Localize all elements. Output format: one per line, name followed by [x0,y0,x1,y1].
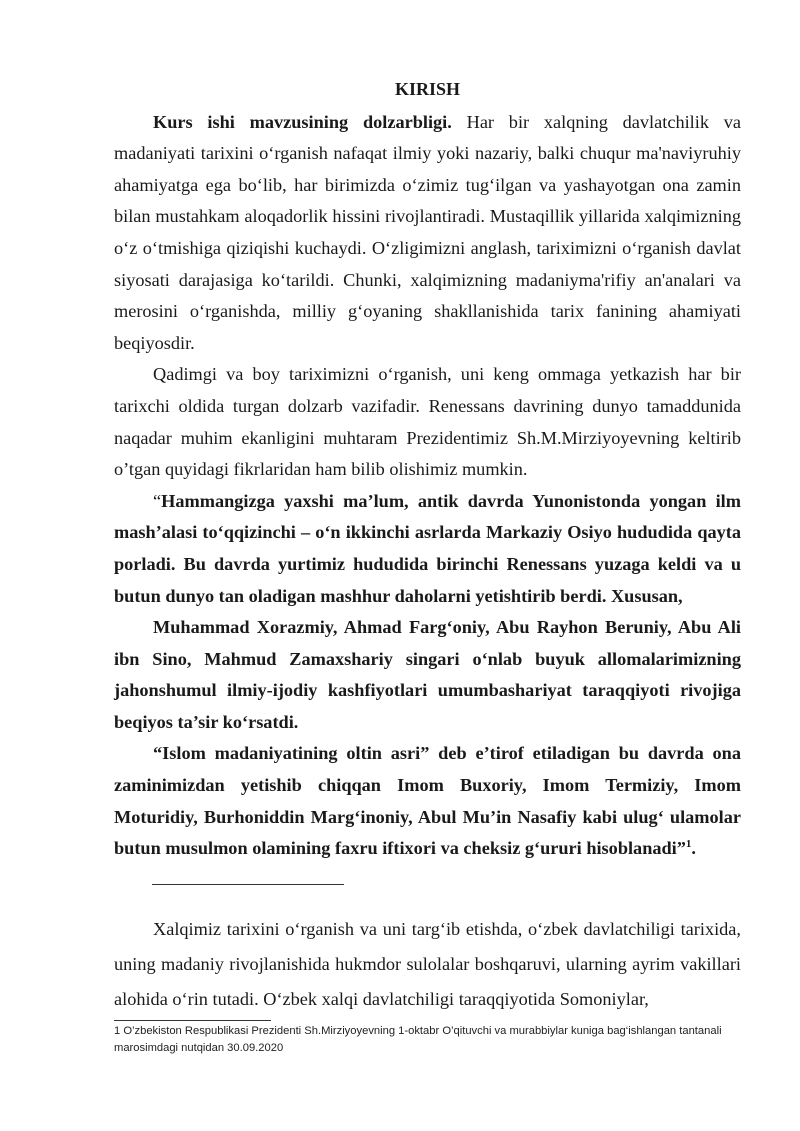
footnote: 1 O’zbekiston Respublikasi Prezidenti Sh.Mirziyoyevning 1-oktabr O’qituvchi va murabbiylar kuniga bag‘ishlangan tantanali marosimdagi nutqidan 30.09.2020 [114,1025,722,1054]
quote-paragraph-2: Muhammad Xorazmiy, Ahmad Farg‘oniy, Abu Rayhon Beruniy, Abu Ali ibn Sino, Mahmud Zamaxshariy singari o‘nlab buyuk allomalarimizning jahonshumul ilmiy-ijodiy kashfiyotlari umumbashariyat taraqqiyoti rivojiga beqiyos ta’sir ko‘rsatdi. [114,617,741,732]
quote-paragraph-3 [114,738,741,864]
quote-paragraph-1 [114,486,741,612]
renaissance-paragraph: Qadimgi va boy tariximizni o‘rganish, uni keng ommaga yetkazish har bir tarixchi oldida turgan dolzarb vazifadir. Renessans davrining dunyo tamaddunida naqadar muhim ekanligini muhtaram Prezidentimiz Sh.M.Mirziyoyevning keltirib o’tgan quyidagi fikrlaridan ham bilib olishimiz mumkin. [114,364,741,480]
quote-text: “Islom madaniyatining oltin asri” deb e’tirof etiladigan bu davrda ona zaminimizdan yetishib chiqqan Imom Buxoriy, Imom Termiziy, Imom Moturidiy, Burhoniddin Marg‘inoniy, Abul Mu’in Nasafiy kabi ulug‘ ulamolar butun musulmon olamining faxru iftixori va cheksiz g‘ururi hisoblanadi” [114,743,741,859]
intro-paragraph [114,107,741,360]
page-title: KIRISH [394,79,461,99]
footnote-reference[interactable]: 1 [685,838,692,851]
document-body [114,74,741,865]
footnote-separator [114,1020,271,1021]
quote-open-mark: “ [153,490,162,511]
dynasties-paragraph: Xalqimiz tarixini o‘rganish va uni targ‘ib etishda, o‘zbek davlatchiligi tarixida, uning madaniy rivojlanishida hukmdor sulolalar boshqaruvi, ularning ayrim vakillari alohida o‘rin tutadi. O‘zbek xalqi davlatchiligi taraqqiyotida Somoniylar, [114,919,741,1009]
document-body-continued [114,912,741,1017]
quote-end: . [691,838,696,859]
quote-text: Hammangizga yaxshi ma’lum, antik davrda Yunonistonda yongan ilm mash’alasi to‘qqizinchi – o‘n ikkinchi asrlarda Markaziy Osiyo hududida qayta porladi. Bu davrda yurtimiz hududida birinchi Renessans yuzaga keldi va u butun dunyo tan oladigan mashhur daholarni yetishtirib berdi. Xususan, [114,490,741,606]
paragraph-lead: Kurs ishi mavzusining dolzarbligi. [153,111,452,132]
section-divider [152,884,344,885]
paragraph-text: Har bir xalqning davlatchilik va madaniyati tarixini o‘rganish nafaqat ilmiy yoki nazariy, balki chuqur ma'naviyruhiy ahamiyatga ega bo‘lib, har birimizda o‘zimiz tug‘ilgan va yashayotgan ona zamin bilan mustahkam aloqadorlik hissini rivojlantiradi. Mustaqillik yillarida xalqimizning o‘z o‘tmishiga qiziqishi kuchaydi. O‘zligimizni anglash, tariximizni o‘rganish davlat siyosati darajasiga ko‘tarildi. Chunki, xalqimizning madaniyma'rifiy an'analari va merosini o‘rganishda, milliy g‘oyaning shakllanishida tarix fanining ahamiyati beqiyosdir. [114,111,741,353]
